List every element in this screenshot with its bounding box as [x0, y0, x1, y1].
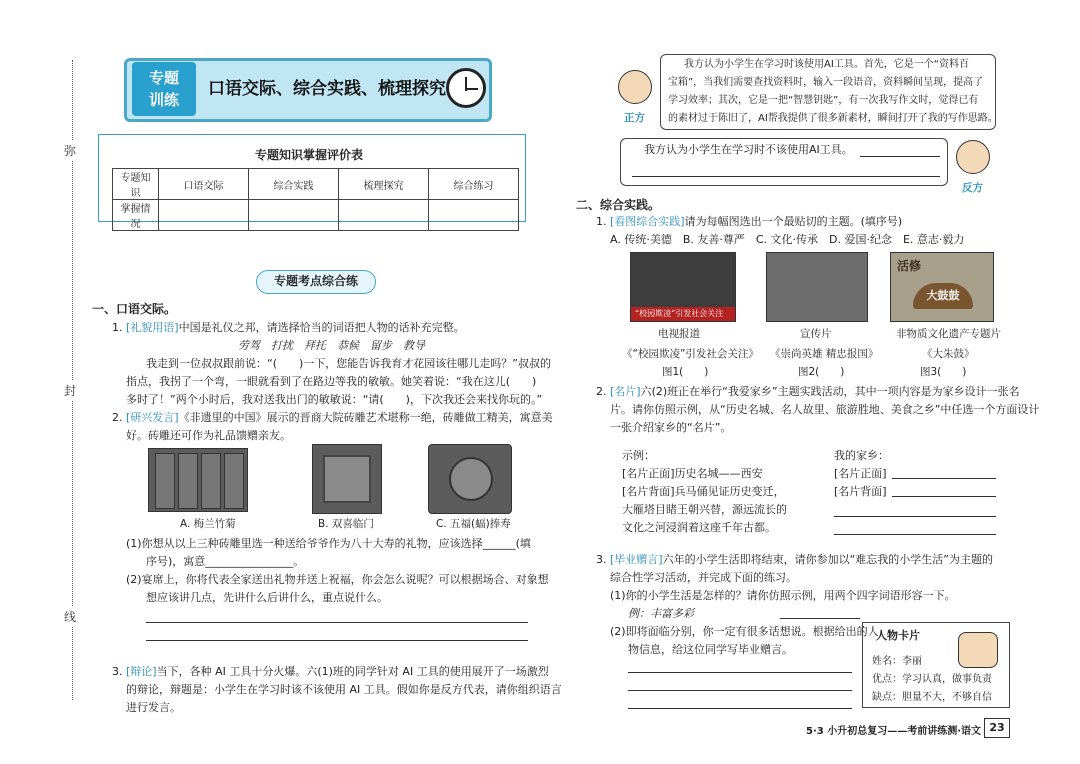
pro-label: 正方 — [624, 112, 645, 124]
q2-tag: [研兴发言] — [126, 411, 179, 424]
example-label: 示例： — [622, 449, 655, 462]
brick-carving-a-image — [148, 448, 248, 512]
my-front-label: [名片正面] — [834, 467, 887, 480]
example-back-3: 文化之河浸润着这座千年古都。 — [622, 521, 776, 534]
eval-row-label: 掌握情况 — [113, 200, 159, 231]
boy-avatar — [618, 70, 652, 104]
q1-p1: 我走到一位叔叔跟前说：“( )一下，您能告诉我育才花园该往哪儿走吗？”叔叔的 — [146, 357, 551, 370]
r3-s2b: 物信息，给这位同学写毕业赠言。 — [628, 643, 793, 656]
my-back-label: [名片背面] — [834, 485, 887, 498]
eval-header-1: 口语交际 — [159, 169, 249, 200]
q3-line: 3. [辩论]当下，各种 AI 工具十分火爆。六(1)班的同学针对 AI 工具的使用展开了一场激烈 — [112, 665, 549, 678]
r2-text3: 一张介绍家乡的“名片”。 — [610, 421, 732, 434]
eval-cell[interactable] — [159, 200, 249, 231]
eval-cell[interactable] — [249, 200, 339, 231]
answer-line[interactable] — [892, 478, 996, 479]
img2-answer[interactable]: 图2( ) — [798, 366, 845, 378]
img3-caption: 非物质文化遗产专题片 — [896, 328, 1001, 340]
q2-line: 2. [研兴发言]《非遗里的中国》展示的晋商大院砖雕艺术堪称一绝，砖雕做工精美，寓意美 — [112, 411, 553, 424]
answer-line[interactable] — [860, 156, 940, 157]
q2-s2: (2)宴席上，你将代表全家送出礼物并送上祝福，你会怎么说呢？可以根据场合、对象想 — [126, 573, 549, 586]
student-portrait — [958, 632, 998, 668]
caption-a: A. 梅兰竹菊 — [180, 518, 236, 530]
q1-words: 劳驾 打扰 拜托 恭候 留步 教导 — [238, 339, 425, 352]
q2-s1b: 序号)，寓意________________。 — [146, 555, 305, 568]
card-strength: 优点：学习认真，做事负责 — [872, 674, 992, 685]
q3-text: 当下，各种 AI 工具十分火爆。六(1)班的同学针对 AI 工具的使用展开了一场激烈 — [156, 665, 549, 678]
answer-line[interactable] — [632, 176, 940, 177]
img2-title: 《崇尚英雄 精忠报国》 — [770, 348, 879, 360]
section-pill: 专题考点综合练 — [256, 270, 376, 294]
r3-text: 六年的小学生活即将结束，请你参加以“难忘我的小学生活”为主题的 — [662, 553, 993, 566]
con-text: 我方认为小学生在学习时不该使用AI工具。 — [644, 143, 853, 156]
r2-tag: [名片] — [610, 385, 641, 398]
img2-caption: 宣传片 — [800, 328, 832, 340]
q3-tag: [辩论] — [126, 665, 157, 678]
margin-char-3: 线 — [64, 606, 76, 627]
q2-text2: 好。砖雕还可作为礼品馈赠亲友。 — [126, 429, 291, 442]
img1-title: 《“校园欺凌”引发社会关注》 — [622, 348, 759, 360]
heritage-image — [890, 252, 994, 322]
r1-line: 1. [看图综合实践]请为每幅图选出一个最贴切的主题。(填序号) — [596, 215, 903, 228]
topic-tag-line2: 训练 — [148, 91, 179, 109]
q3-text3: 进行发言。 — [126, 701, 181, 714]
promo-image — [766, 252, 868, 322]
tv-report-banner: “校园欺凌”引发社会关注 — [631, 307, 735, 321]
answer-line[interactable] — [628, 690, 852, 691]
card-name: 姓名：李丽 — [872, 656, 922, 667]
eval-cell[interactable] — [429, 200, 519, 231]
margin-char-1: 弥 — [64, 140, 76, 161]
r1-text: 请为每幅图选出一个最贴切的主题。(填序号) — [684, 215, 903, 228]
answer-line[interactable] — [892, 496, 996, 497]
eval-header-4: 综合练习 — [429, 169, 519, 200]
r3-s2: (2)即将面临分别，你一定有很多话想说。根据给出的人 — [610, 625, 879, 638]
q2-s2b: 想应该讲几点，先讲什么后讲什么，重点说什么。 — [146, 591, 388, 604]
my-hometown-label: 我的家乡： — [834, 449, 889, 462]
answer-line[interactable] — [834, 534, 996, 535]
answer-line[interactable] — [780, 618, 860, 619]
img1-answer[interactable]: 图1( ) — [662, 366, 709, 378]
heritage-logo: 活修 — [897, 259, 922, 273]
q1-p3: 多时了！”两个小时后，我对送我出门的敏敏说：“请( )，下次我还会来找你玩的。” — [126, 393, 543, 406]
r3-s1: (1)你的小学生活是怎样的？请你仿照示例，用两个四字词语形容一下。 — [610, 589, 956, 602]
img3-answer[interactable]: 图3( ) — [920, 366, 967, 378]
margin-char-2: 封 — [64, 380, 76, 401]
q1-line: 1. [礼貌用语]中国是礼仪之邦，请选择恰当的词语把人物的话补充完整。 — [112, 321, 465, 334]
pro-text-3: 学习效率；其次，它是一把“智慧钥匙”，有一次我写作文时，觉得已有 — [668, 95, 979, 106]
answer-line[interactable] — [146, 622, 528, 623]
card-weakness: 缺点：胆量不大，不够自信 — [872, 692, 992, 703]
r2-text: 六(2)班正在举行“我爱家乡”主题实践活动，其中一项内容是为家乡设计一张名 — [640, 385, 1020, 398]
caption-b: B. 双喜临门 — [318, 518, 374, 530]
r3-line: 3. [毕业赠言]六年的小学生活即将结束，请你参加以“难忘我的小学生活”为主题的 — [596, 553, 993, 566]
con-label: 反方 — [962, 182, 983, 194]
q1-tag: [礼貌用语] — [126, 321, 179, 334]
q2-text: 《非遗里的中国》展示的晋商大院砖雕艺术堪称一绝，砖雕做工精美，寓意美 — [178, 411, 553, 424]
section-2-title: 二、综合实践。 — [576, 198, 661, 212]
section-1-title: 一、口语交际。 — [92, 302, 177, 316]
answer-line[interactable] — [146, 640, 528, 641]
caption-c: C. 五福(蝠)捧寿 — [436, 518, 511, 530]
answer-line[interactable] — [628, 708, 852, 709]
brick-carving-c-image — [428, 444, 512, 514]
example-front: [名片正面]历史名城——西安 — [622, 467, 763, 480]
img3-title: 《大朱鼓》 — [922, 348, 975, 360]
answer-line[interactable] — [834, 516, 996, 517]
heritage-banner: 大鼓鼓 — [913, 283, 973, 309]
evaluation-table — [112, 168, 519, 231]
topic-tag — [132, 62, 196, 116]
q1-p2: 指点，我拐了一个弯，一眼就看到了在路边等我的敏敏。她笑着说：“我在这儿( ) — [126, 375, 537, 388]
eval-header-3: 梳理探究 — [339, 169, 429, 200]
example-back-2: 大雁塔目睹王朝兴替，源远流长的 — [622, 503, 787, 516]
brick-carving-b-image — [312, 444, 382, 514]
pro-text-1: 我方认为小学生在学习时该使用AI工具。首先，它是一个“资料百 — [684, 59, 969, 70]
r3-example: 例：丰富多彩 — [628, 607, 694, 620]
r1-options: A. 传统·美德 B. 友善·尊严 C. 文化·传承 D. 爱国·纪念 E. 意志·毅力 — [610, 233, 965, 246]
eval-header-2: 综合实践 — [249, 169, 339, 200]
eval-cell[interactable] — [339, 200, 429, 231]
r2-line: 2. [名片]六(2)班正在举行“我爱家乡”主题实践活动，其中一项内容是为家乡设计一张名 — [596, 385, 1020, 398]
page-number: 23 — [984, 718, 1010, 738]
clock-icon — [446, 68, 486, 108]
pro-text-2: 宝箱”，当我们需要查找资料时，输入一段语音，资料瞬间呈现，提高了 — [668, 77, 984, 88]
r1-tag: [看图综合实践] — [610, 215, 685, 228]
topic-tag-line1: 专题 — [148, 69, 179, 87]
evaluation-title: 专题知识掌握评价表 — [255, 148, 364, 162]
r3-tag: [毕业赠言] — [610, 553, 663, 566]
r2-text2: 片。请你仿照示例，从“历史名城、名人故里、旅游胜地、美食之乡”中任选一个方面设计 — [610, 403, 1040, 416]
eval-header-0: 专题知识 — [113, 169, 159, 200]
img1-caption: 电视报道 — [658, 328, 700, 340]
footer-text: 5·3 小升初总复习——考前讲练测·语文 — [806, 726, 981, 737]
r3-text2: 综合性学习活动，并完成下面的练习。 — [610, 571, 797, 584]
example-back-1: [名片背面]兵马俑见证历史变迁， — [622, 485, 785, 498]
girl-avatar — [956, 140, 990, 174]
pro-text-4: 的素材过于陈旧了，AI帮我提供了很多新素材，瞬间打开了我的写作思路。 — [668, 113, 998, 124]
tv-report-image — [630, 252, 736, 322]
page-title: 口语交际、综合实践、梳理探究 — [208, 79, 446, 99]
q3-text2: 的辩论，辩题是：小学生在学习时该不该使用 AI 工具。假如你是反方代表，请你组织语言 — [126, 683, 562, 696]
q2-s1: (1)你想从以上三种砖雕里选一种送给爷爷作为八十大寿的礼物，应该选择______(填 — [126, 537, 531, 550]
q1-text: 中国是礼仪之邦，请选择恰当的词语把人物的话补充完整。 — [178, 321, 465, 334]
card-title: 人物卡片 — [876, 629, 920, 642]
answer-line[interactable] — [628, 672, 852, 673]
